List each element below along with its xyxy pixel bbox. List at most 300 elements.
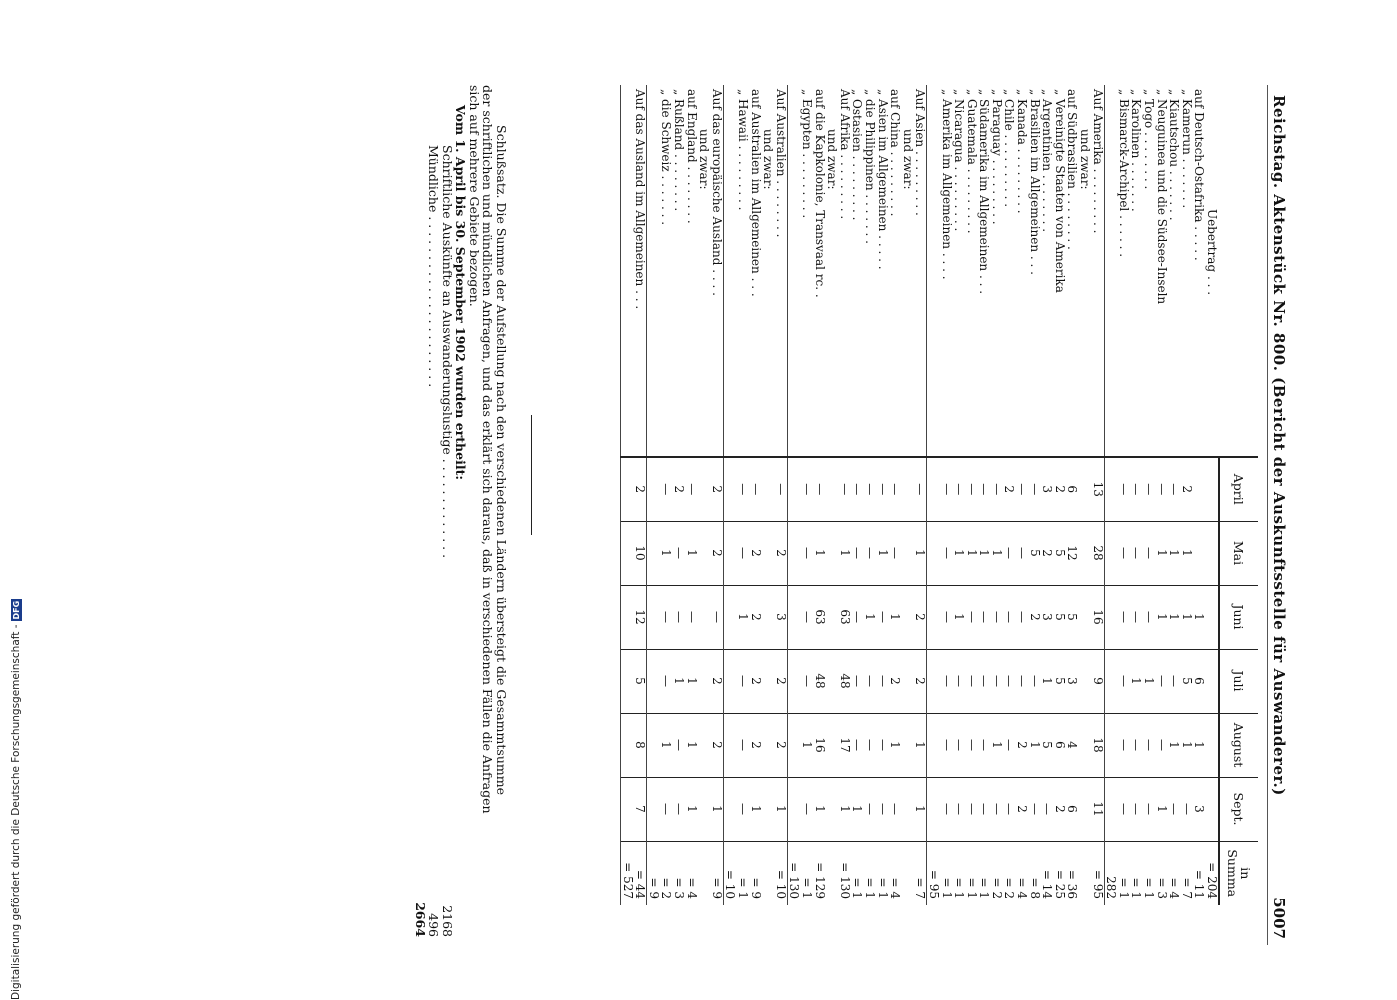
- row-label: Auf Amerika . . . . . . . . .: [1090, 89, 1105, 234]
- month-cell: —: [940, 521, 953, 585]
- table-row: [672, 85, 685, 905]
- month-cell: —: [1117, 713, 1130, 777]
- month-cell: 2: [774, 521, 787, 585]
- month-cell: 3: [774, 585, 787, 649]
- month-cell: —: [800, 777, 813, 841]
- month-cell: 5: [1066, 585, 1079, 649]
- row-total: = 95: [1091, 841, 1104, 905]
- month-cell: —: [978, 713, 991, 777]
- month-cell: —: [851, 521, 864, 585]
- month-cell: [1205, 521, 1219, 585]
- month-cell: 7: [634, 777, 647, 841]
- month-cell: 2: [749, 585, 762, 649]
- row-label: und zwar:: [900, 129, 915, 190]
- month-cell: 1: [914, 777, 927, 841]
- month-cell: —: [1117, 585, 1130, 649]
- month-cell: —: [1028, 777, 1041, 841]
- month-cell: —: [1130, 713, 1143, 777]
- column-header: April: [1219, 457, 1258, 521]
- month-cell: [762, 457, 775, 521]
- row-total: = 129: [813, 841, 826, 905]
- table-row: [889, 85, 902, 905]
- month-cell: 2: [710, 713, 723, 777]
- month-cell: [1104, 585, 1117, 649]
- month-cell: 2: [1180, 457, 1193, 521]
- month-cell: —: [800, 457, 813, 521]
- table-row: [940, 85, 953, 905]
- row-total: = 1: [953, 841, 966, 905]
- month-cell: [698, 713, 711, 777]
- month-cell: —: [813, 457, 826, 521]
- month-cell: —: [1117, 777, 1130, 841]
- month-cell: 2: [634, 457, 647, 521]
- month-cell: —: [1130, 521, 1143, 585]
- month-cell: 1: [749, 777, 762, 841]
- table-row: [660, 85, 673, 905]
- month-cell: [1078, 777, 1091, 841]
- table-row: [813, 85, 826, 905]
- month-cell: [901, 649, 914, 713]
- month-cell: —: [1155, 649, 1168, 713]
- row-label: und zwar:: [1078, 129, 1093, 190]
- row-total: [901, 841, 914, 905]
- month-cell: 12: [634, 585, 647, 649]
- month-cell: 2: [672, 457, 685, 521]
- month-cell: —: [863, 649, 876, 713]
- table-row: [621, 85, 634, 905]
- month-cell: [647, 777, 660, 841]
- month-cell: 9: [1091, 649, 1104, 713]
- month-cell: —: [736, 649, 749, 713]
- row-total: [762, 841, 775, 905]
- month-cell: 1: [672, 649, 685, 713]
- month-cell: [901, 457, 914, 521]
- month-cell: —: [1016, 457, 1029, 521]
- month-cell: [762, 713, 775, 777]
- row-total: = 44: [634, 841, 647, 905]
- total-value: 2664: [413, 902, 428, 937]
- month-cell: 48: [838, 649, 851, 713]
- month-cell: [698, 521, 711, 585]
- month-cell: 1: [1180, 713, 1193, 777]
- row-total: = 7: [914, 841, 927, 905]
- month-cell: —: [978, 585, 991, 649]
- month-cell: [826, 521, 839, 585]
- month-cell: —: [978, 649, 991, 713]
- month-cell: —: [990, 777, 1003, 841]
- month-cell: —: [851, 585, 864, 649]
- month-cell: 6: [1193, 649, 1206, 713]
- month-cell: 2: [749, 649, 762, 713]
- row-label: auf Südbrasilien . . . . . . . .: [1065, 89, 1080, 250]
- row-label: auf Australien im Allgemeinen . . .: [748, 89, 763, 297]
- column-header: Sept.: [1219, 777, 1258, 841]
- month-cell: [901, 521, 914, 585]
- table-row: [978, 85, 991, 905]
- month-cell: 63: [813, 585, 826, 649]
- month-cell: [826, 585, 839, 649]
- month-cell: —: [1180, 777, 1193, 841]
- month-cell: 1: [838, 521, 851, 585]
- month-cell: 1: [953, 585, 966, 649]
- month-cell: 1: [660, 713, 673, 777]
- table-row: [1193, 85, 1206, 905]
- table-row: [800, 85, 813, 905]
- oral-value: 496: [426, 913, 442, 937]
- month-cell: [698, 585, 711, 649]
- row-total: = 130: [838, 841, 851, 905]
- month-cell: [723, 777, 736, 841]
- month-cell: 2: [1003, 457, 1016, 521]
- month-cell: 5: [1028, 521, 1041, 585]
- month-cell: [927, 457, 940, 521]
- month-cell: —: [940, 777, 953, 841]
- month-cell: 1: [736, 585, 749, 649]
- row-total: = 1: [1130, 841, 1143, 905]
- row-label: Auf Australien . . . . . . . .: [773, 89, 788, 238]
- month-cell: —: [710, 585, 723, 649]
- month-cell: 1: [685, 777, 698, 841]
- month-cell: —: [953, 777, 966, 841]
- month-cell: 3: [1193, 777, 1206, 841]
- month-cell: 3: [1041, 457, 1054, 521]
- month-cell: 2: [1016, 713, 1029, 777]
- table-row: [685, 85, 698, 905]
- month-cell: 1: [1193, 713, 1206, 777]
- month-cell: [621, 457, 634, 521]
- table-row: [647, 85, 660, 905]
- month-cell: [1193, 457, 1206, 521]
- month-cell: —: [1130, 585, 1143, 649]
- month-cell: —: [940, 585, 953, 649]
- month-cell: [1205, 585, 1219, 649]
- month-cell: —: [876, 777, 889, 841]
- month-cell: —: [990, 585, 1003, 649]
- month-cell: —: [1155, 457, 1168, 521]
- table-row: [953, 85, 966, 905]
- month-cell: [621, 713, 634, 777]
- month-cell: —: [1155, 713, 1168, 777]
- month-cell: 1: [685, 713, 698, 777]
- month-cell: [621, 649, 634, 713]
- table-row: [1091, 85, 1104, 905]
- row-total: = 11: [1193, 841, 1206, 905]
- month-cell: 17: [838, 713, 851, 777]
- month-cell: 1: [1155, 585, 1168, 649]
- month-cell: 3: [1041, 585, 1054, 649]
- month-cell: [1104, 457, 1117, 521]
- month-cell: —: [1003, 585, 1016, 649]
- dfg-logo: DFG: [12, 600, 21, 620]
- month-cell: 2: [710, 457, 723, 521]
- row-total: = 2: [990, 841, 1003, 905]
- month-cell: —: [889, 521, 902, 585]
- table-row: [1016, 85, 1029, 905]
- divider: [531, 415, 532, 535]
- month-cell: —: [965, 777, 978, 841]
- month-cell: [762, 585, 775, 649]
- table-row: [1168, 85, 1181, 905]
- month-cell: 2: [914, 649, 927, 713]
- table-row: [1130, 85, 1143, 905]
- month-cell: —: [953, 713, 966, 777]
- month-cell: —: [774, 457, 787, 521]
- month-cell: 13: [1091, 457, 1104, 521]
- month-cell: 12: [1066, 521, 1079, 585]
- month-cell: 2: [1053, 457, 1066, 521]
- row-total: = 36: [1066, 841, 1079, 905]
- month-cell: —: [660, 649, 673, 713]
- month-cell: —: [965, 713, 978, 777]
- row-total: = 25: [1053, 841, 1066, 905]
- row-label: [1104, 85, 1117, 457]
- month-cell: —: [1028, 457, 1041, 521]
- row-label: Auf Afrika . . . . . . . . .: [837, 89, 852, 220]
- row-total: = 4: [889, 841, 902, 905]
- month-cell: 6: [1053, 713, 1066, 777]
- row-label: „ Neuguinea und die Südsee-Inseln: [1154, 89, 1169, 305]
- row-label: „ Karolinen . . . . . . .: [1129, 89, 1144, 212]
- month-cell: 5: [1053, 521, 1066, 585]
- table-row: [1053, 85, 1066, 905]
- month-cell: —: [1016, 585, 1029, 649]
- month-cell: —: [1142, 713, 1155, 777]
- table-row: [774, 85, 787, 905]
- month-cell: —: [1168, 457, 1181, 521]
- row-label: auf Deutsch-Ostafrika . . . . .: [1192, 89, 1207, 261]
- month-cell: —: [914, 457, 927, 521]
- digitization-note: [10, 0, 28, 1000]
- month-cell: —: [876, 713, 889, 777]
- table-row: [1104, 85, 1117, 905]
- month-cell: 1: [876, 521, 889, 585]
- row-total: = 1: [940, 841, 953, 905]
- written-label: Schriftliche Auskünfte an Auswanderungslustige . . . . . . . . . . . . .: [440, 145, 455, 559]
- month-cell: 1: [889, 585, 902, 649]
- row-label: „ Argentinien . . . . . . . .: [1040, 89, 1055, 233]
- note-line: sich auf mehrere Gebiete bezogen.: [467, 85, 482, 307]
- month-cell: —: [736, 457, 749, 521]
- month-cell: [1104, 649, 1117, 713]
- row-label: „ die Philippinen . . . . . . .: [862, 89, 877, 244]
- month-cell: —: [863, 457, 876, 521]
- table-row: [838, 85, 851, 905]
- month-cell: [1205, 457, 1219, 521]
- table-row: [1117, 85, 1130, 905]
- month-cell: —: [660, 777, 673, 841]
- month-cell: —: [1142, 777, 1155, 841]
- row-label: Auf das Ausland im Allgemeinen . . .: [633, 89, 648, 310]
- row-label: und zwar:: [697, 129, 712, 190]
- row-label: „ Asien im Allgemeinen . . . . .: [875, 89, 890, 270]
- month-cell: [901, 713, 914, 777]
- month-cell: 2: [749, 713, 762, 777]
- month-cell: —: [1003, 649, 1016, 713]
- row-label: „ Egypten . . . . . . . . .: [800, 89, 814, 219]
- month-cell: [927, 585, 940, 649]
- rotated-page: [200, 85, 1290, 945]
- month-cell: [1205, 649, 1219, 713]
- row-total: = 1: [965, 841, 978, 905]
- month-cell: 1: [863, 585, 876, 649]
- month-cell: 1: [914, 521, 927, 585]
- row-label: „ Hawaii . . . . . . . . .: [736, 89, 751, 211]
- row-label: „ Kiautschou . . . . . . .: [1167, 89, 1182, 221]
- row-label: [621, 85, 634, 457]
- month-cell: [698, 457, 711, 521]
- row-label: Auf das europäische Ausland . . . .: [709, 89, 724, 296]
- month-cell: —: [660, 585, 673, 649]
- row-total: = 1: [978, 841, 991, 905]
- month-cell: —: [800, 585, 813, 649]
- month-cell: [1078, 713, 1091, 777]
- table-row: [863, 85, 876, 905]
- month-cell: 6: [1066, 457, 1079, 521]
- month-cell: [901, 585, 914, 649]
- row-total: = 3: [672, 841, 685, 905]
- table-row: [965, 85, 978, 905]
- month-cell: [647, 521, 660, 585]
- row-total: = 9: [749, 841, 762, 905]
- month-cell: —: [1117, 521, 1130, 585]
- month-cell: 1: [685, 521, 698, 585]
- table-row: [634, 85, 647, 905]
- row-total: = 8: [1028, 841, 1041, 905]
- row-label: auf England . . . . . . . .: [684, 89, 699, 224]
- table-row: [787, 85, 800, 905]
- written-value: 2168: [440, 905, 455, 937]
- month-cell: —: [876, 585, 889, 649]
- month-cell: 1: [914, 713, 927, 777]
- row-total: = 2: [660, 841, 673, 905]
- table-row: [851, 85, 864, 905]
- month-cell: [647, 457, 660, 521]
- month-cell: —: [1130, 777, 1143, 841]
- month-cell: —: [1117, 649, 1130, 713]
- month-cell: 5: [1180, 649, 1193, 713]
- row-total: = 1: [876, 841, 889, 905]
- row-total: = 1: [1142, 841, 1155, 905]
- month-cell: 63: [838, 585, 851, 649]
- month-cell: 1: [1180, 521, 1193, 585]
- row-total: = 2: [1003, 841, 1016, 905]
- row-label: „ Togo . . . . . . . .: [1142, 89, 1157, 190]
- month-cell: —: [672, 777, 685, 841]
- month-cell: 1: [800, 713, 813, 777]
- table-body: [621, 85, 1219, 905]
- row-total: = 1: [800, 841, 813, 905]
- month-cell: [787, 713, 800, 777]
- row-label: „ Südamerika im Allgemeinen . . .: [977, 89, 992, 295]
- month-cell: [762, 777, 775, 841]
- month-cell: —: [1168, 777, 1181, 841]
- row-total: = 95: [927, 841, 940, 905]
- month-cell: [723, 585, 736, 649]
- month-cell: 6: [1066, 777, 1079, 841]
- month-cell: [927, 649, 940, 713]
- month-cell: —: [736, 777, 749, 841]
- row-label: auf China . . . . . . . . .: [888, 89, 903, 217]
- row-total: = 10: [774, 841, 787, 905]
- row-label: auf die Kapkolonie, Transvaal rc. .: [812, 89, 827, 298]
- row-total: = 1: [851, 841, 864, 905]
- period-line: Vom 1. April bis 30. September 1902 wurden ertheilt:: [453, 105, 469, 480]
- month-cell: [698, 777, 711, 841]
- row-total: = 10: [723, 841, 736, 905]
- month-cell: —: [953, 649, 966, 713]
- month-cell: —: [889, 777, 902, 841]
- month-cell: 2: [774, 649, 787, 713]
- row-total: = 204: [1205, 841, 1219, 905]
- month-cell: 1: [1155, 521, 1168, 585]
- month-cell: [1205, 777, 1219, 841]
- table-row: [698, 85, 711, 905]
- month-cell: —: [1028, 649, 1041, 713]
- row-label: „ Kamerun . . . . . . .: [1179, 89, 1194, 209]
- header-rule: [1267, 85, 1268, 945]
- month-cell: [647, 585, 660, 649]
- month-cell: [927, 713, 940, 777]
- month-cell: —: [1168, 649, 1181, 713]
- month-cell: 1: [838, 777, 851, 841]
- month-cell: 10: [634, 521, 647, 585]
- month-cell: [1104, 713, 1117, 777]
- month-cell: 1: [889, 713, 902, 777]
- month-cell: [901, 777, 914, 841]
- month-cell: 48: [813, 649, 826, 713]
- month-cell: 16: [813, 713, 826, 777]
- month-cell: 11: [1091, 777, 1104, 841]
- row-label: Uebertrag . . .: [1205, 209, 1220, 296]
- month-cell: [826, 713, 839, 777]
- month-cell: 2: [914, 585, 927, 649]
- row-label: „ Paraguay . . . . . . . . .: [989, 89, 1004, 225]
- month-cell: —: [1003, 713, 1016, 777]
- month-cell: —: [1003, 777, 1016, 841]
- month-cell: —: [851, 713, 864, 777]
- month-cell: [927, 521, 940, 585]
- column-header: Juni: [1219, 585, 1258, 649]
- month-cell: —: [940, 713, 953, 777]
- month-cell: [1193, 521, 1206, 585]
- month-cell: [1078, 457, 1091, 521]
- month-cell: 4: [1066, 713, 1079, 777]
- row-total: = 14: [1041, 841, 1054, 905]
- row-label: „ Rußland . . . . . . . .: [672, 89, 687, 212]
- note-line: Schlußsatz. Die Summe der Aufstellung nach den verschiedenen Ländern übersteigt die Gesammtsumme: [494, 125, 509, 795]
- month-cell: 2: [1028, 585, 1041, 649]
- table-row: [1003, 85, 1016, 905]
- month-cell: —: [965, 457, 978, 521]
- month-cell: —: [978, 777, 991, 841]
- page-number: 5007: [1270, 897, 1288, 939]
- month-cell: [826, 649, 839, 713]
- month-cell: 5: [1053, 649, 1066, 713]
- month-cell: [826, 777, 839, 841]
- row-total: = 1: [736, 841, 749, 905]
- month-cell: —: [990, 457, 1003, 521]
- month-cell: 1: [1155, 777, 1168, 841]
- row-label: „ Ostasien . . . . . . . . .: [850, 89, 865, 221]
- month-cell: —: [838, 457, 851, 521]
- month-cell: 1: [1180, 585, 1193, 649]
- month-cell: —: [863, 713, 876, 777]
- month-cell: 1: [851, 777, 864, 841]
- month-cell: —: [889, 457, 902, 521]
- month-cell: —: [672, 713, 685, 777]
- row-total: 282: [1104, 841, 1117, 905]
- row-label: „ Chile . . . . . . . . . .: [1002, 89, 1017, 208]
